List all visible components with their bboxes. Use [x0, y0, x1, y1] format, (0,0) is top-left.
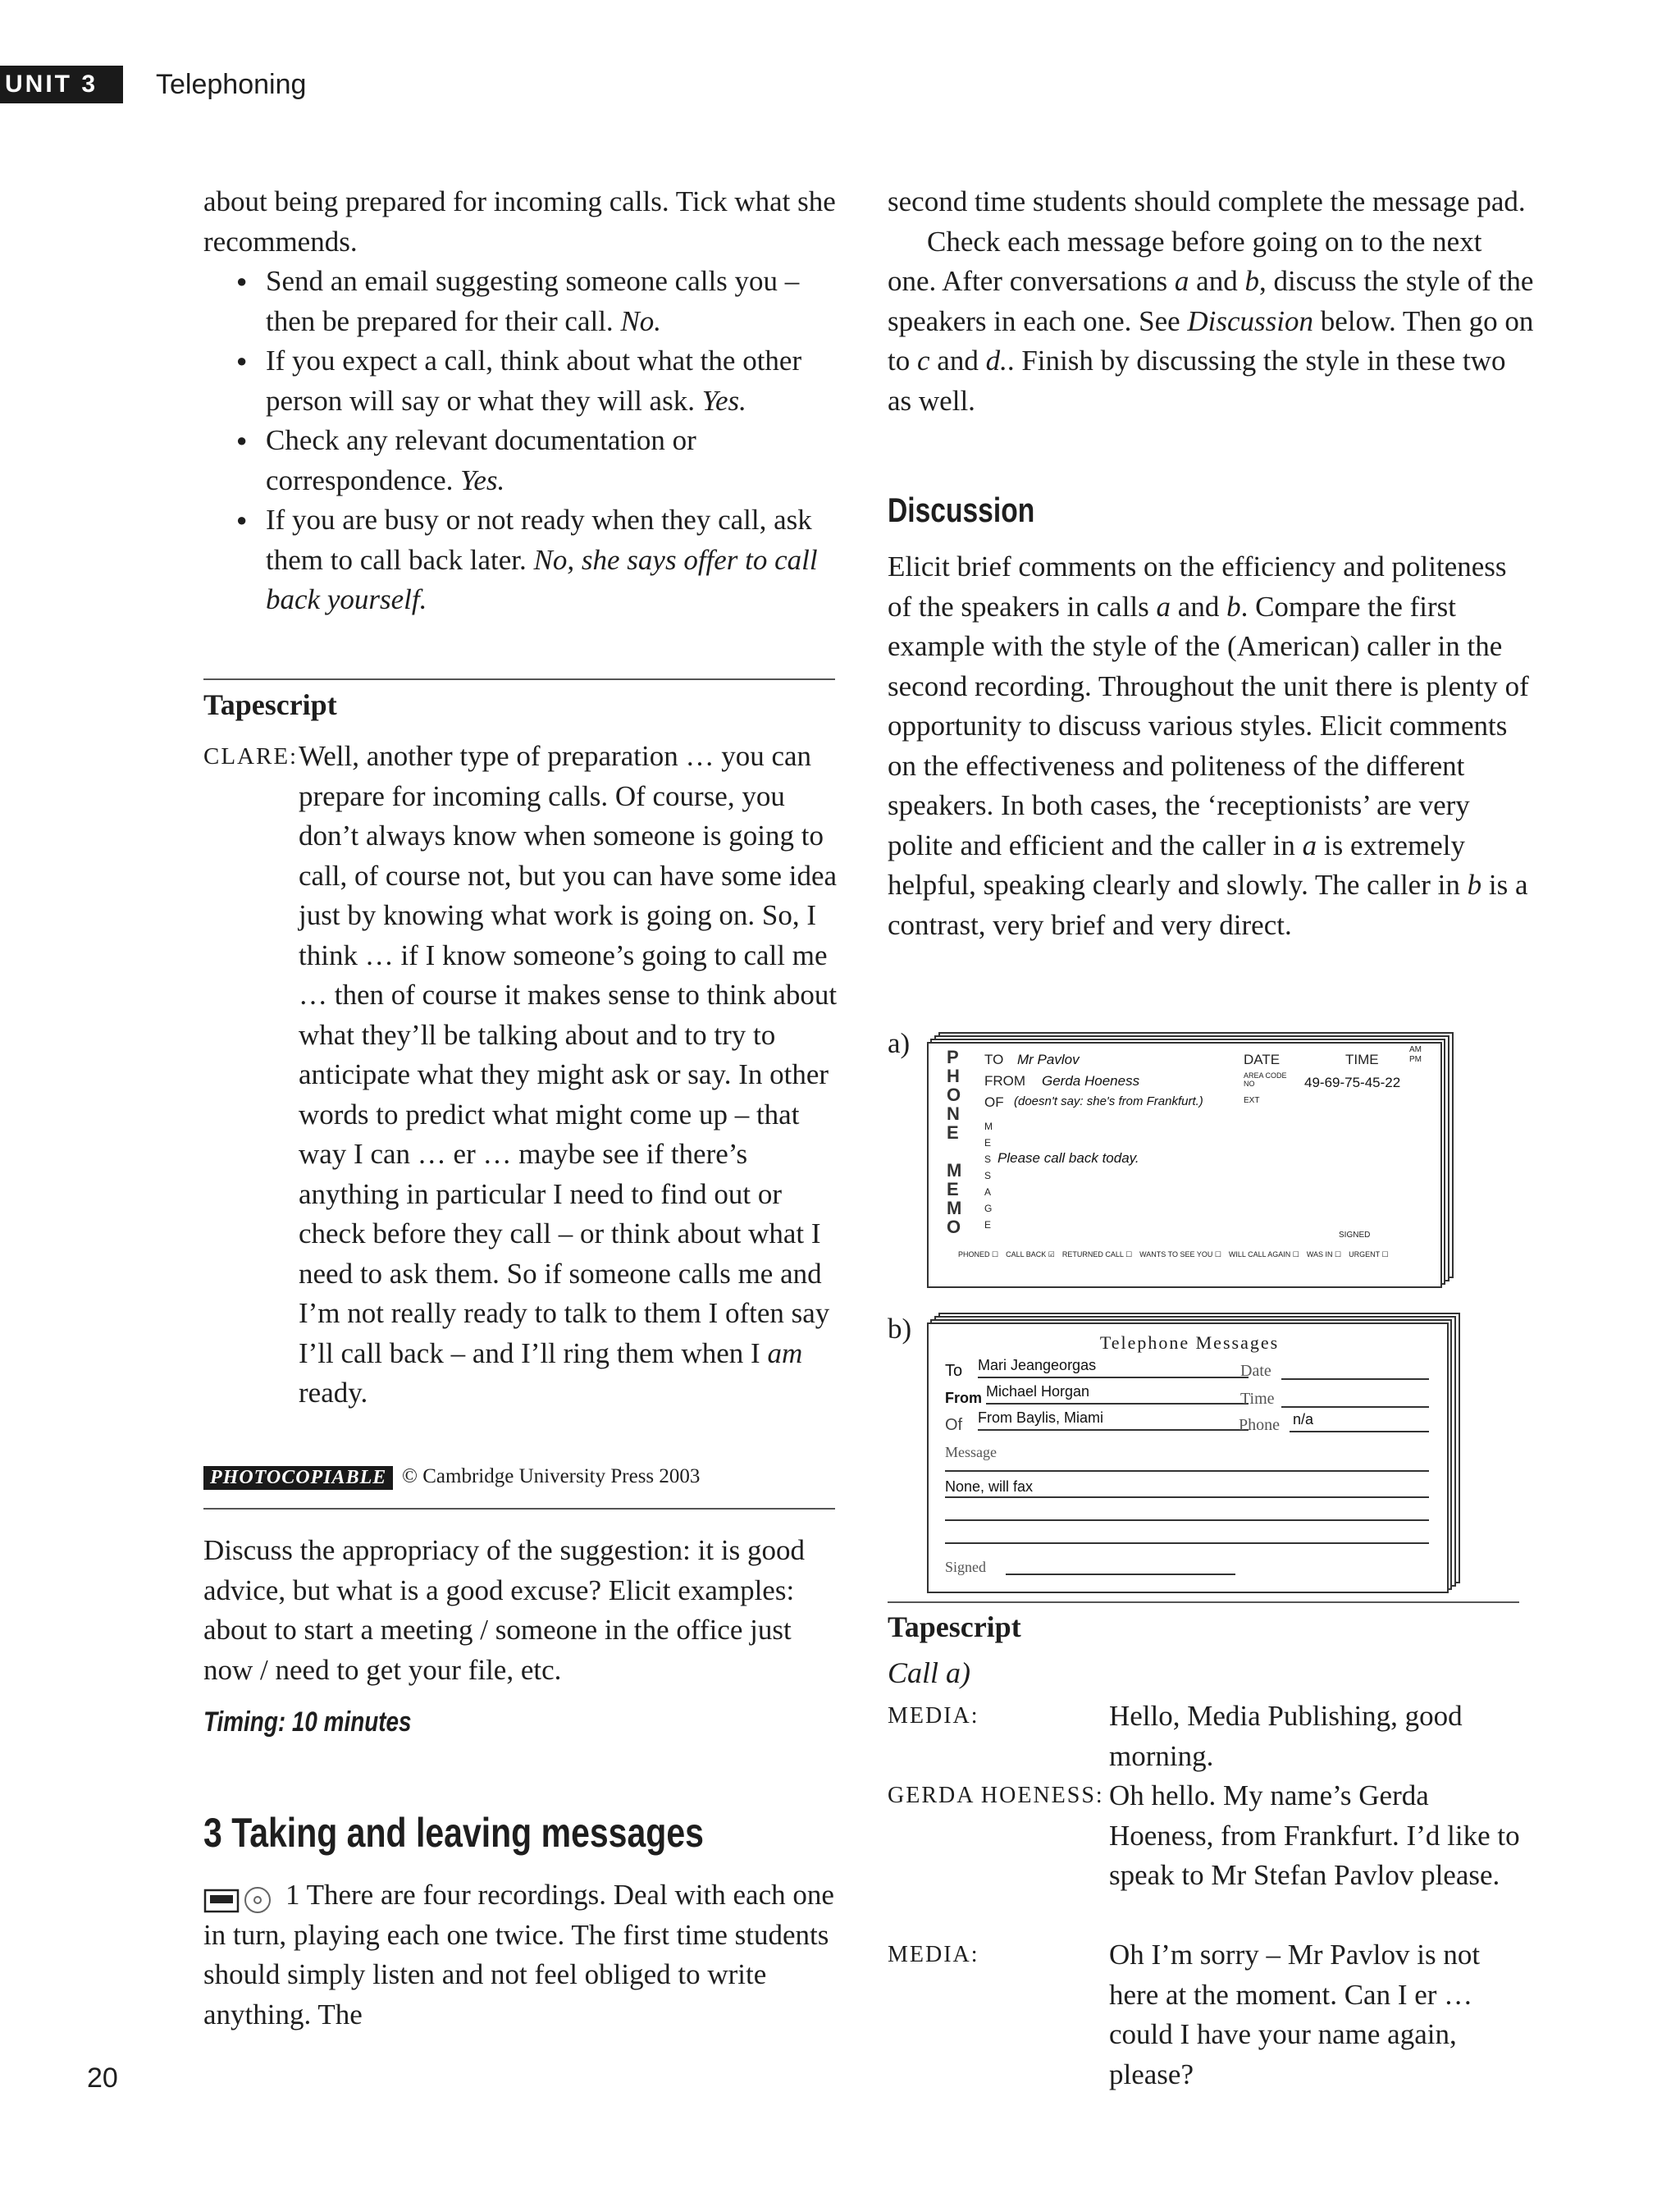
intro-text: about being prepared for incoming calls. Tick what she recommends. — [203, 185, 836, 258]
to-value: Mari Jeangeorgas — [978, 1357, 1097, 1373]
phone-label: Phone — [1239, 1416, 1280, 1434]
memo-pm: PM — [1409, 1055, 1422, 1064]
list-item: ● Send an email suggesting someone calls you – then be prepared for their call. No. — [236, 262, 843, 341]
discussion-heading: Discussion — [888, 491, 1035, 529]
to-label: To — [945, 1362, 963, 1380]
timing-label: Timing: 10 minutes — [203, 1706, 412, 1738]
memo-side-letter: M — [947, 1198, 962, 1218]
message-sheet — [927, 1322, 1449, 1593]
discussion-text: Elicit brief comments on the efficiency and politeness of the speakers in calls a and b. Compare the first example with the style of the (American) caller in the second recording. Throughout the unit there is plenty of opportunity to discuss various styles. Elicit comments on the effectiveness and politeness of the different speakers. In both cases, the ‘receptionists’ are very polite and efficient and the caller in a is extremely helpful, speaking clearly and slowly. The caller in b is a contrast, very brief and very direct. — [888, 550, 1529, 941]
memo-no-label: NO — [1244, 1080, 1255, 1088]
unit-title: Telephoning — [156, 69, 307, 100]
intro-text: Check each message before going on to the next one. After conversations a and b, discuss the style of the speakers in each one. See Discussion below. Then go on to c and d.. Finish by discussing the style in these two as well. — [888, 225, 1534, 417]
tapescript-heading: Tapescript — [888, 1610, 1021, 1643]
list-item: ● If you are busy or not ready when they call, ask them to call back later. No, she says offer to call back yourself. — [236, 500, 843, 620]
tapescript-heading: Tapescript — [203, 688, 337, 721]
memo-checkbox[interactable]: WILL CALL AGAIN ☐ — [1228, 1250, 1299, 1258]
memo-side-letter: E — [947, 1179, 959, 1199]
from-value: Michael Horgan — [986, 1383, 1090, 1400]
page-number: 20 — [87, 2062, 118, 2094]
list-item: ● If you expect a call, think about what the other person will say or what they will ask. Yes. — [236, 341, 843, 421]
memo-message-value: Please call back today. — [998, 1150, 1139, 1166]
memo-side-letter: H — [947, 1066, 960, 1086]
phone-value: n/a — [1293, 1411, 1314, 1427]
signed-label: Signed — [945, 1559, 987, 1575]
memo-sheet — [927, 1042, 1442, 1288]
speaker-label: MEDIA: — [888, 1942, 979, 1967]
memo-message-letter: A — [984, 1186, 992, 1198]
message-value: None, will fax — [945, 1478, 1034, 1495]
memo-side-letter: E — [947, 1122, 959, 1143]
dialogue-line: Oh I’m sorry – Mr Pavlov is not here at the moment. Can I er … could I have your name again, please? — [1109, 1939, 1481, 2090]
of-value: From Baylis, Miami — [978, 1409, 1104, 1426]
left-intro-block — [203, 182, 843, 620]
memo-message-letter: E — [984, 1137, 992, 1149]
memo-checkbox[interactable]: RETURNED CALL ☐ — [1061, 1250, 1133, 1258]
discussion-instructions: Discuss the appropriacy of the suggestion: it is good advice, but what is a good excuse? Elicit examples: about to start a meeting / someone in the office just now / need to get your file, etc. — [203, 1534, 805, 1686]
memo-to-value: Mr Pavlov — [1017, 1052, 1080, 1067]
speaker-label: CLARE: — [203, 743, 299, 770]
memo-side-letter: O — [947, 1217, 961, 1237]
time-label: Time — [1240, 1390, 1275, 1408]
divider — [203, 678, 835, 680]
speaker-label: MEDIA: — [888, 1703, 979, 1729]
call-label: Call a) — [888, 1656, 971, 1689]
divider — [203, 1508, 835, 1510]
memo-side-letter: M — [947, 1160, 962, 1181]
date-label: Date — [1240, 1362, 1271, 1380]
memo-message-letter: S — [984, 1170, 992, 1181]
copyright-note: © Cambridge University Press 2003 — [402, 1465, 701, 1487]
memo-signed-label: SIGNED — [1339, 1231, 1371, 1240]
memo-checkbox-row — [958, 1250, 1442, 1259]
clare-transcript: Well, another type of preparation … you can prepare for incoming calls. Of course, you don’t always know when someone is going to call, of course not, but you can have some idea just by knowing what work is going on. So, I think … if I know someone’s going to call me … then of course it makes sense to think about what they’ll be talking about and to try to anticipate what they might ask or say. In other words to predict what might come up – that way I can … er … maybe see if there’s anything in particular I need to find out or check before they call – or think about what I need to ask them. So if someone calls me and I’m not really ready to talk to them I often say I’ll call back – and I’ll ring them when I am ready. — [299, 740, 838, 1409]
message-label: Message — [945, 1444, 997, 1460]
unit-badge: UNIT 3 — [0, 66, 123, 103]
memo-checkbox[interactable]: URGENT ☐ — [1349, 1250, 1389, 1258]
memo-of-label: OF — [984, 1094, 1004, 1110]
speaker-label: GERDA HOENESS: — [888, 1783, 1104, 1808]
memo-message-letter: E — [984, 1219, 992, 1231]
memo-side-letter: O — [947, 1085, 961, 1105]
section-instructions: 1 There are four recordings. Deal with each one in turn, playing each one twice. The first time students should simply listen and not feel obliged to write anything. The — [203, 1879, 834, 2030]
memo-area-code: AREA CODE — [1244, 1071, 1287, 1080]
figure-label-b: b) — [888, 1313, 912, 1345]
memo-am: AM — [1409, 1045, 1422, 1054]
divider — [888, 1601, 1519, 1603]
of-label: Of — [945, 1416, 963, 1434]
phone-memo-pad — [927, 1032, 1454, 1288]
memo-of-value: (doesn't say: she's from Frankfurt.) — [1014, 1094, 1203, 1108]
memo-ext-label: EXT — [1244, 1096, 1260, 1105]
recommendation-list — [236, 262, 843, 620]
memo-checkbox[interactable]: WAS IN ☐ — [1306, 1250, 1342, 1258]
memo-message-letter: G — [984, 1203, 993, 1214]
memo-to-label: TO — [984, 1052, 1004, 1067]
photocopiable-badge: PHOTOCOPIABLE — [203, 1466, 393, 1490]
memo-from-value: Gerda Hoeness — [1042, 1073, 1140, 1089]
memo-message-letter: M — [984, 1121, 993, 1132]
list-item: ● Check any relevant documentation or correspondence. Yes. — [236, 421, 843, 500]
dialogue-line: Oh hello. My name’s Gerda Hoeness, from Frankfurt. I’d like to speak to Mr Stefan Pavlov please. — [1109, 1779, 1520, 1891]
from-label: From — [945, 1390, 982, 1406]
memo-from-label: FROM — [984, 1073, 1026, 1089]
memo-phone-value: 49-69-75-45-22 — [1304, 1075, 1401, 1090]
memo-time-label: TIME — [1345, 1052, 1379, 1067]
memo-checkbox[interactable]: CALL BACK ☑ — [1006, 1250, 1055, 1258]
dialogue-line: Hello, Media Publishing, good morning. — [1109, 1700, 1463, 1772]
memo-checkbox[interactable]: PHONED ☐ — [958, 1250, 999, 1258]
memo-message-letter: S — [984, 1153, 992, 1165]
message-pad-title: Telephone Messages — [1099, 1332, 1280, 1353]
right-intro-block — [888, 182, 1536, 421]
intro-text: second time students should complete the message pad. — [888, 185, 1526, 217]
memo-side-letter: P — [947, 1047, 959, 1067]
figure-label-a: a) — [888, 1027, 911, 1059]
section-title: 3 Taking and leaving messages — [203, 1810, 704, 1856]
telephone-messages-pad — [927, 1313, 1460, 1592]
memo-date-label: DATE — [1244, 1052, 1281, 1067]
memo-side-letter: N — [947, 1103, 960, 1124]
memo-checkbox[interactable]: WANTS TO SEE YOU ☐ — [1139, 1250, 1221, 1258]
